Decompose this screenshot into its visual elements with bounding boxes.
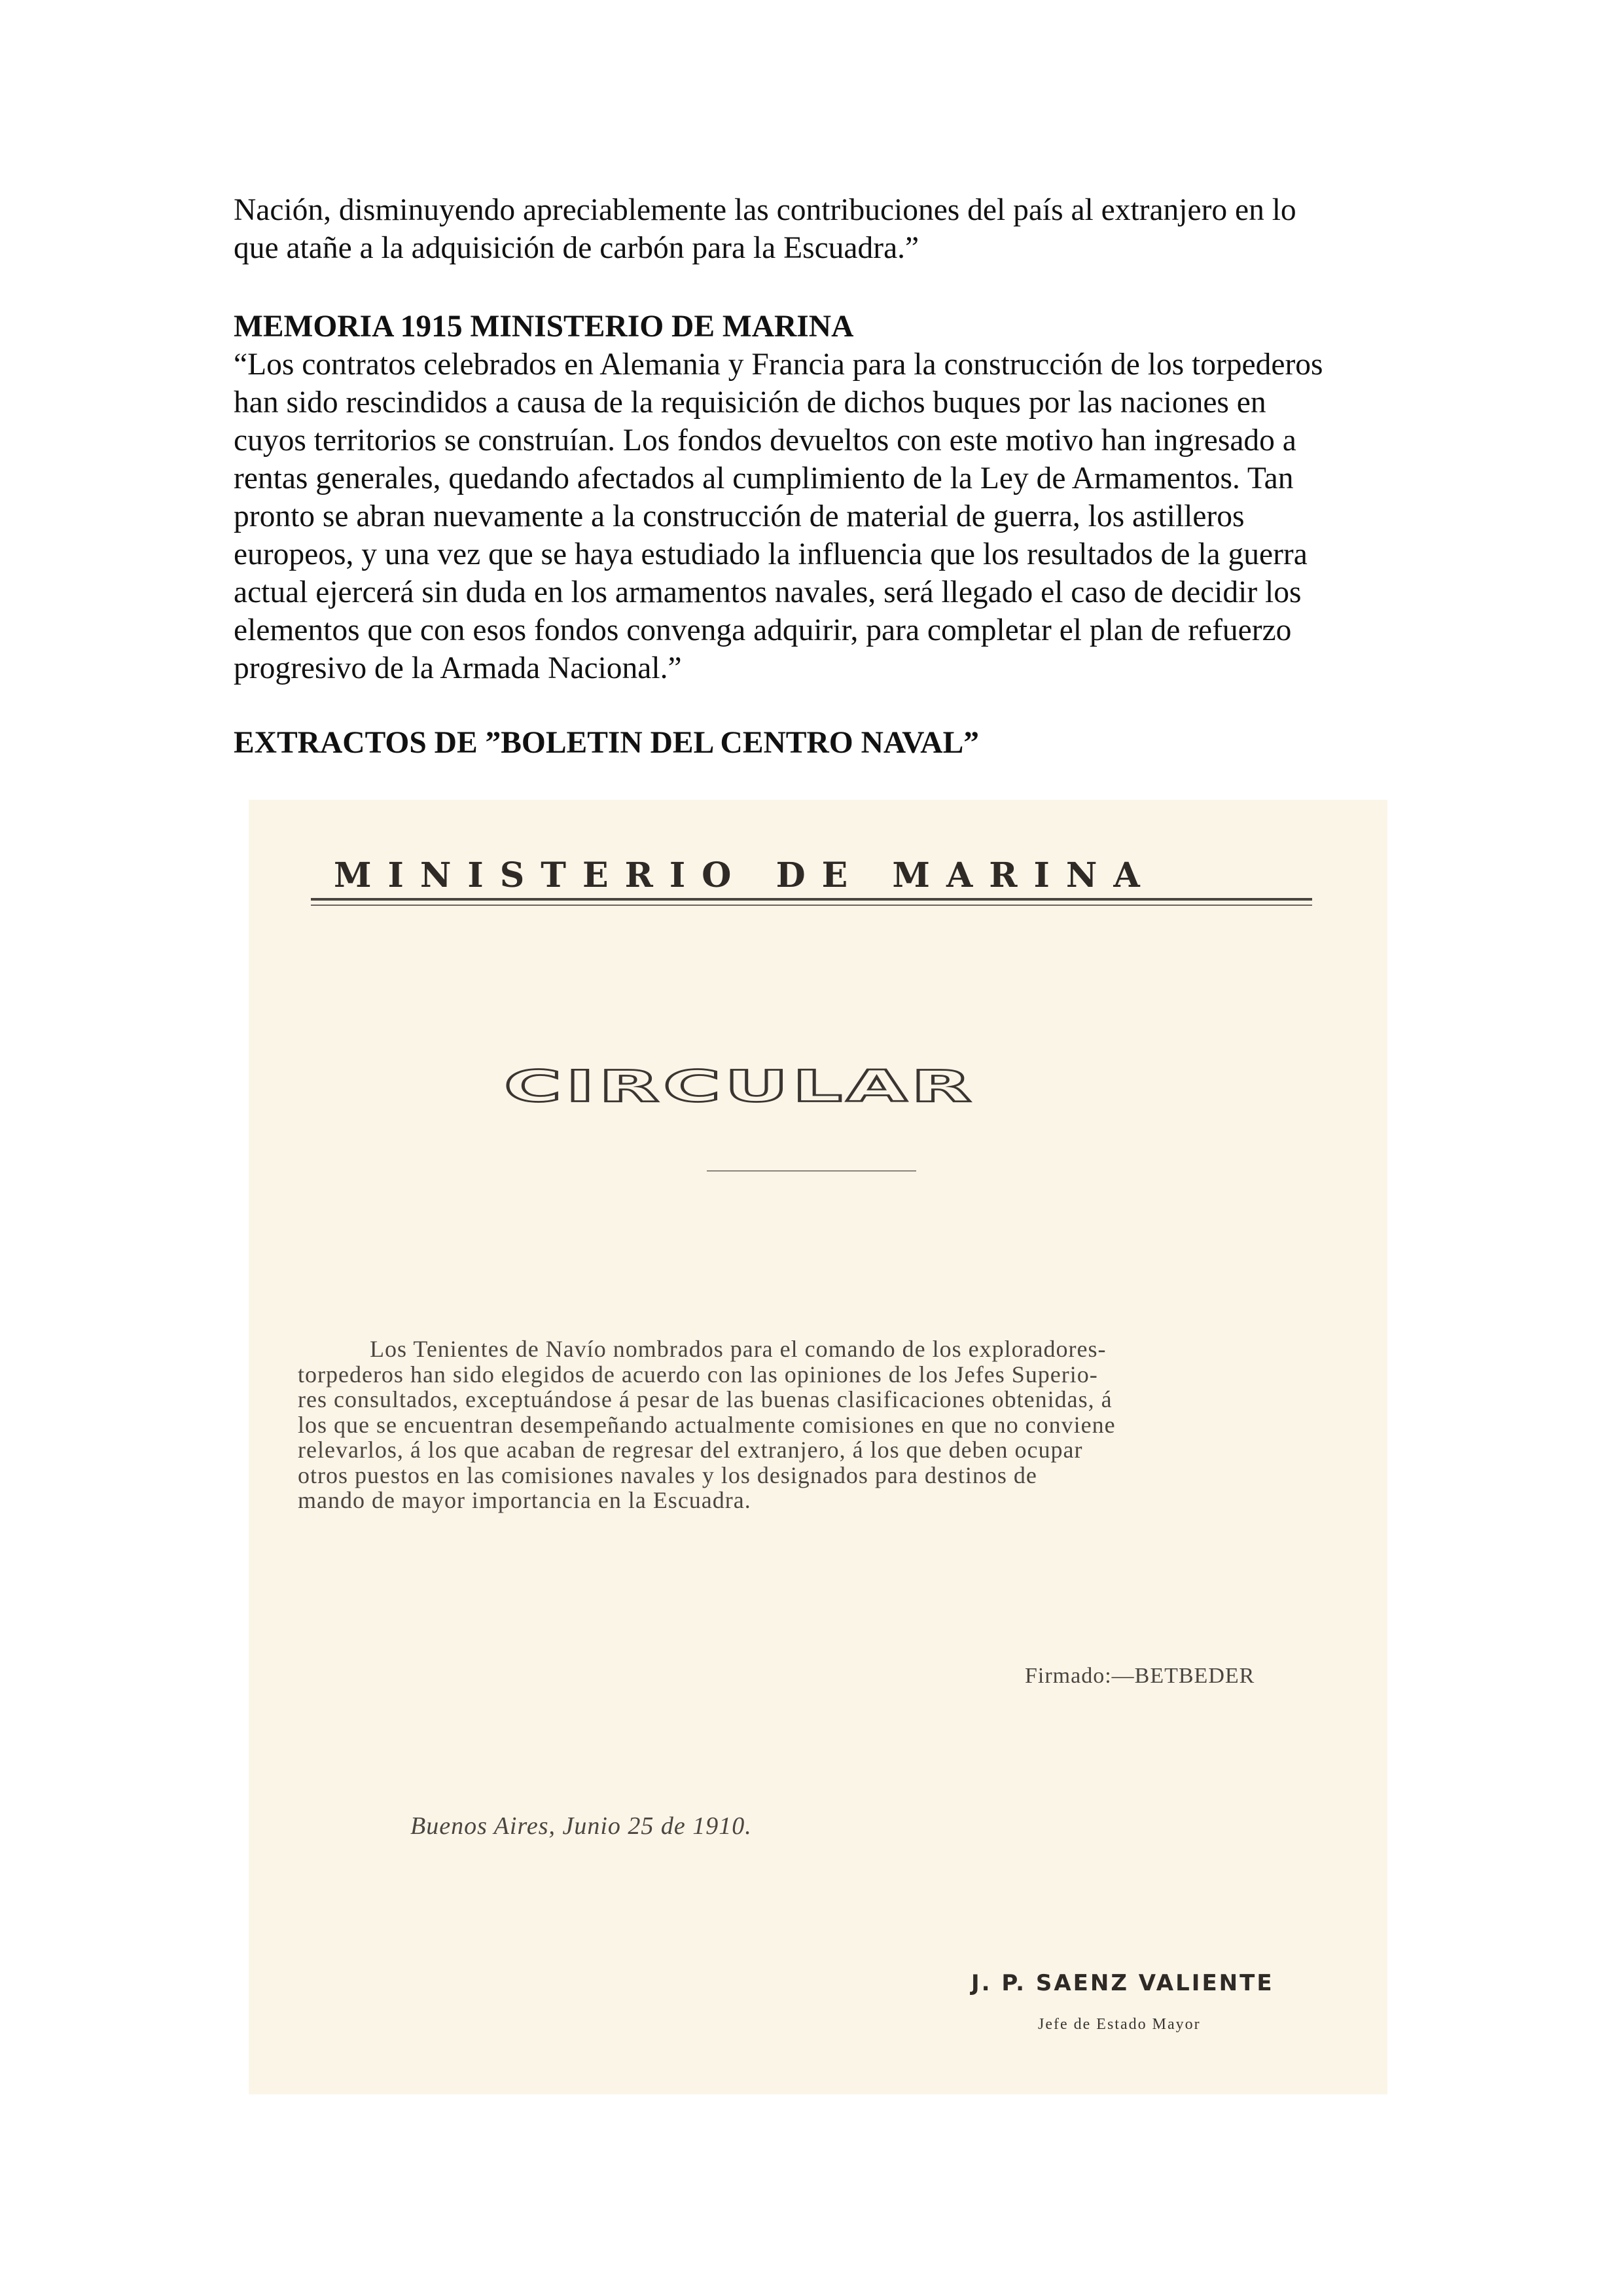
extractos-heading: EXTRACTOS DE ”BOLETIN DEL CENTRO NAVAL” — [234, 726, 980, 760]
text-line: que atañe a la adquisición de carbón para la Escuadra.” — [234, 231, 919, 265]
circular-line: torpederos han sido elegidos de acuerdo con las opiniones de los Jefes Superio- — [298, 1361, 1098, 1388]
text-line: progresivo de la Armada Nacional.” — [234, 651, 682, 685]
circular-body — [298, 1336, 1116, 1513]
chief-name: J. P. SAENZ VALIENTE — [971, 1970, 1274, 1996]
memoria-quote — [234, 346, 1412, 687]
circular-scan-image — [249, 800, 1387, 2094]
circular-line: Los Tenientes de Navío nombrados para el comando de los exploradores- — [370, 1336, 1107, 1362]
circular-line: otros puestos en las comisiones navales y los designados para destinos de — [298, 1462, 1037, 1488]
text-line: rentas generales, quedando afectados al cumplimiento de la Ley de Armamentos. Tan — [234, 461, 1294, 495]
circular-line: mando de mayor importancia en la Escuadra. — [298, 1487, 751, 1513]
ministry-header: MINISTERIO DE MARINA — [334, 855, 1156, 895]
text-line: actual ejercerá sin duda en los armamentos navales, será llegado el caso de decidir los — [234, 575, 1302, 609]
text-line: europeos, y una vez que se haya estudiado la influencia que los resultados de la guerra — [234, 537, 1308, 571]
header-rule — [311, 898, 1312, 901]
place-date: Buenos Aires, Junio 25 de 1910. — [410, 1812, 752, 1840]
signature-line: Firmado:—BETBEDER — [1025, 1664, 1255, 1688]
intro-paragraph — [234, 191, 1412, 267]
circular-line: los que se encuentran desempeñando actualmente comisiones en que no conviene — [298, 1411, 1116, 1438]
title-rule — [707, 1170, 916, 1172]
text-line: elementos que con esos fondos convenga adquirir, para completar el plan de refuerzo — [234, 613, 1292, 647]
circular-title: CIRCULAR — [504, 1062, 976, 1112]
text-line: “Los contratos celebrados en Alemania y Francia para la construcción de los torpederos — [234, 348, 1323, 382]
text-line: han sido rescindidos a causa de la requisición de dichos buques por las naciones en — [234, 386, 1266, 420]
memoria-heading: MEMORIA 1915 MINISTERIO DE MARINA — [234, 310, 854, 344]
text-line: Nación, disminuyendo apreciablemente las contribuciones del país al extranjero en lo — [234, 193, 1296, 227]
circular-line: res consultados, exceptuándose á pesar de las buenas clasificaciones obtenidas, á — [298, 1386, 1113, 1412]
text-line: pronto se abran nuevamente a la construcción de material de guerra, los astilleros — [234, 499, 1245, 533]
text-line: cuyos territorios se construían. Los fondos devueltos con este motivo han ingresado a — [234, 423, 1296, 457]
circular-line: relevarlos, á los que acaban de regresar del extranjero, á los que deben ocupar — [298, 1437, 1083, 1463]
chief-title: Jefe de Estado Mayor — [1038, 2016, 1201, 2033]
header-rule — [311, 905, 1312, 906]
